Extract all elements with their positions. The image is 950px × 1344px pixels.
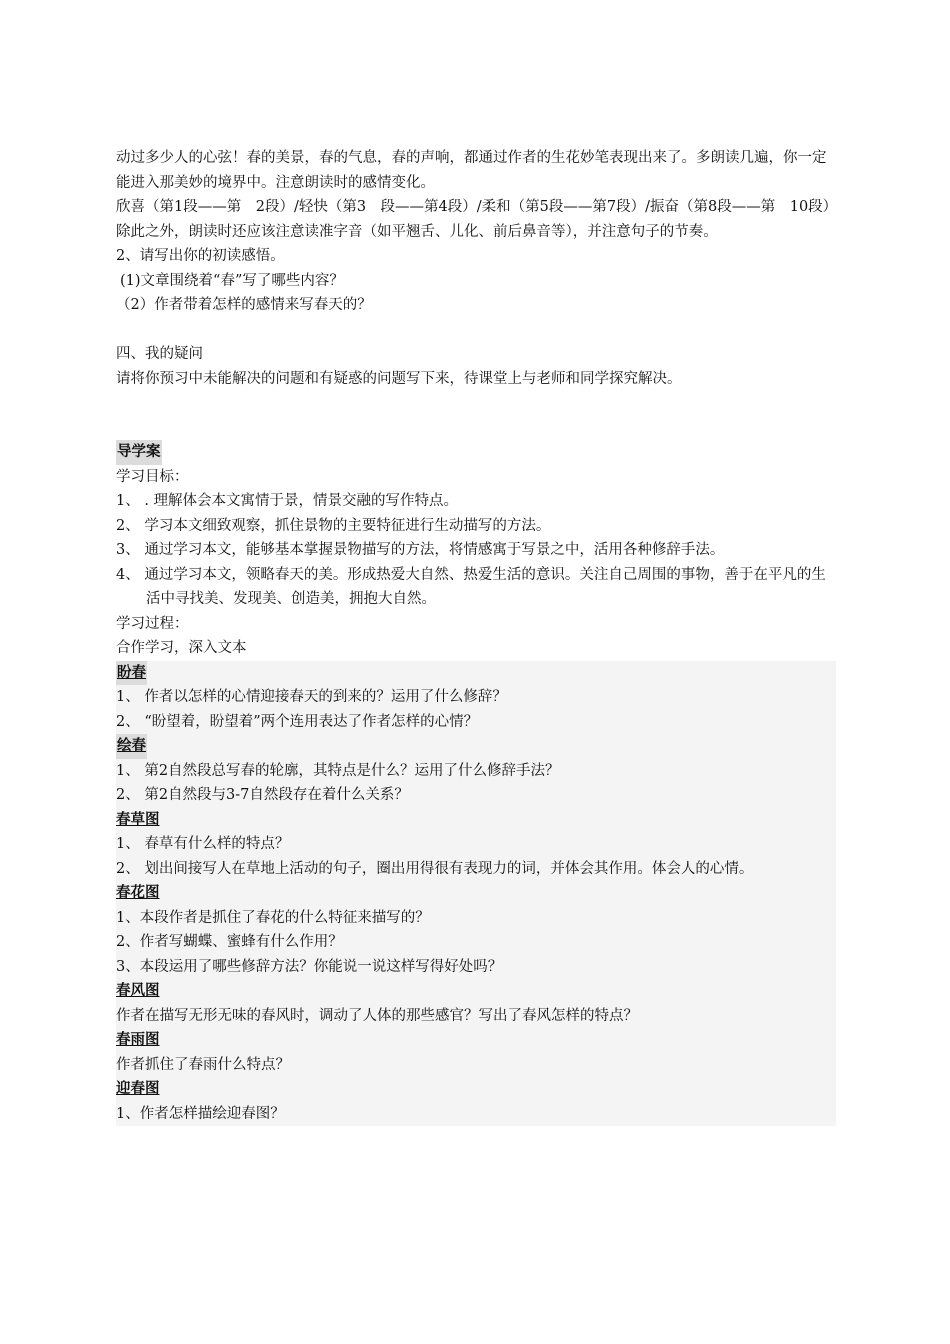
- question-item: 2、 “盼望着，盼望着”两个连用表达了作者怎样的心情？: [116, 713, 479, 730]
- section-title-yingchun: 迎春图: [116, 1080, 160, 1097]
- spacer: [116, 318, 836, 343]
- section-title-chunyu: 春雨图: [116, 1031, 160, 1048]
- section-title-chunhua: 春花图: [116, 884, 160, 901]
- section-title-panchun: 盼春: [116, 661, 147, 686]
- guide-title: 导学案: [116, 440, 162, 465]
- question-item: 1、作者怎样描绘迎春图？: [116, 1105, 285, 1122]
- section-4-title: 四、我的疑问: [116, 346, 203, 362]
- question-2-2: （2）作者带着怎样的感情来写春天的？: [116, 297, 372, 313]
- section-title-chunfeng: 春风图: [116, 982, 160, 999]
- goal-item: 1、 . 理解体会本文寓情于景，情景交融的写作特点。: [116, 493, 459, 509]
- intro-paragraph: 动过多少人的心弦！春的美景，春的气息，春的声响，都通过作者的生花妙笔表现出来了。多朗读几遍，你一定能进入那美妙的境界中。注意朗读时的感情变化。: [116, 150, 827, 191]
- goal-item: 4、 通过学习本文，领略春天的美。形成热爱大自然、热爱生活的意识。关注自己周围的事物，善于在平凡的生活中寻找美、发现美、创造美，拥抱大自然。: [116, 566, 826, 607]
- goal-item: 2、 学习本文细致观察，抓住景物的主要特征进行生动描写的方法。: [116, 517, 551, 534]
- question-item: 1、 第2自然段总写春的轮廓，其特点是什么？运用了什么修辞手法？: [116, 762, 560, 779]
- document-body: [116, 146, 836, 1126]
- question-item: 1、 春草有什么样的特点？: [116, 836, 290, 852]
- process-subtitle: 合作学习，深入文本: [116, 640, 247, 656]
- shaded-sections: [116, 661, 836, 1127]
- question-item: 3、本段运用了哪些修辞方法？你能说一说这样写得好处吗？: [116, 958, 503, 975]
- goals-label: 学习目标：: [116, 468, 189, 485]
- reading-emotion-paragraph: 欣喜（第1段——第 2段）/轻快（第3 段——第4段）/柔和（第5段——第7段）/振奋（第8段——第 10段）除此之外，朗读时还应该注意读准字音（如平翘舌、儿化、前后鼻音等），并注意句子的节奏。: [116, 199, 830, 240]
- section-title-chuncao: 春草图: [116, 810, 160, 828]
- question-item: 2、作者写蝴蝶、蜜蜂有什么作用？: [116, 934, 343, 950]
- question-item: 2、 第2自然段与3-7自然段存在着什么关系？: [116, 787, 409, 803]
- question-item: 1、本段作者是抓住了春花的什么特征来描写的？: [116, 909, 430, 926]
- process-label: 学习过程：: [116, 615, 189, 632]
- goal-item: 3、 通过学习本文，能够基本掌握景物描写的方法，将情感寓于写景之中，活用各种修辞手法。: [116, 542, 725, 558]
- question-2-1: (1)文章围绕着“春”写了哪些内容？: [120, 272, 344, 289]
- question-2: 2、请写出你的初读感悟。: [116, 248, 285, 264]
- section-4-text: 请将你预习中未能解决的问题和有疑惑的问题写下来，待课堂上与老师和同学探究解决。: [116, 370, 682, 387]
- question-text: 作者抓住了春雨什么特点？: [116, 1056, 290, 1073]
- question-item: 1、 作者以怎样的心情迎接春天的到来的？运用了什么修辞？: [116, 689, 507, 705]
- spacer: [116, 391, 836, 440]
- question-item: 2、 划出间接写人在草地上活动的句子，圈出用得很有表现力的词，并体会其作用。体会人的心情。: [116, 860, 754, 877]
- question-text: 作者在描写无形无味的春风时，调动了人体的那些感官？写出了春风怎样的特点？: [116, 1007, 638, 1024]
- section-title-huichun: 绘春: [116, 734, 147, 759]
